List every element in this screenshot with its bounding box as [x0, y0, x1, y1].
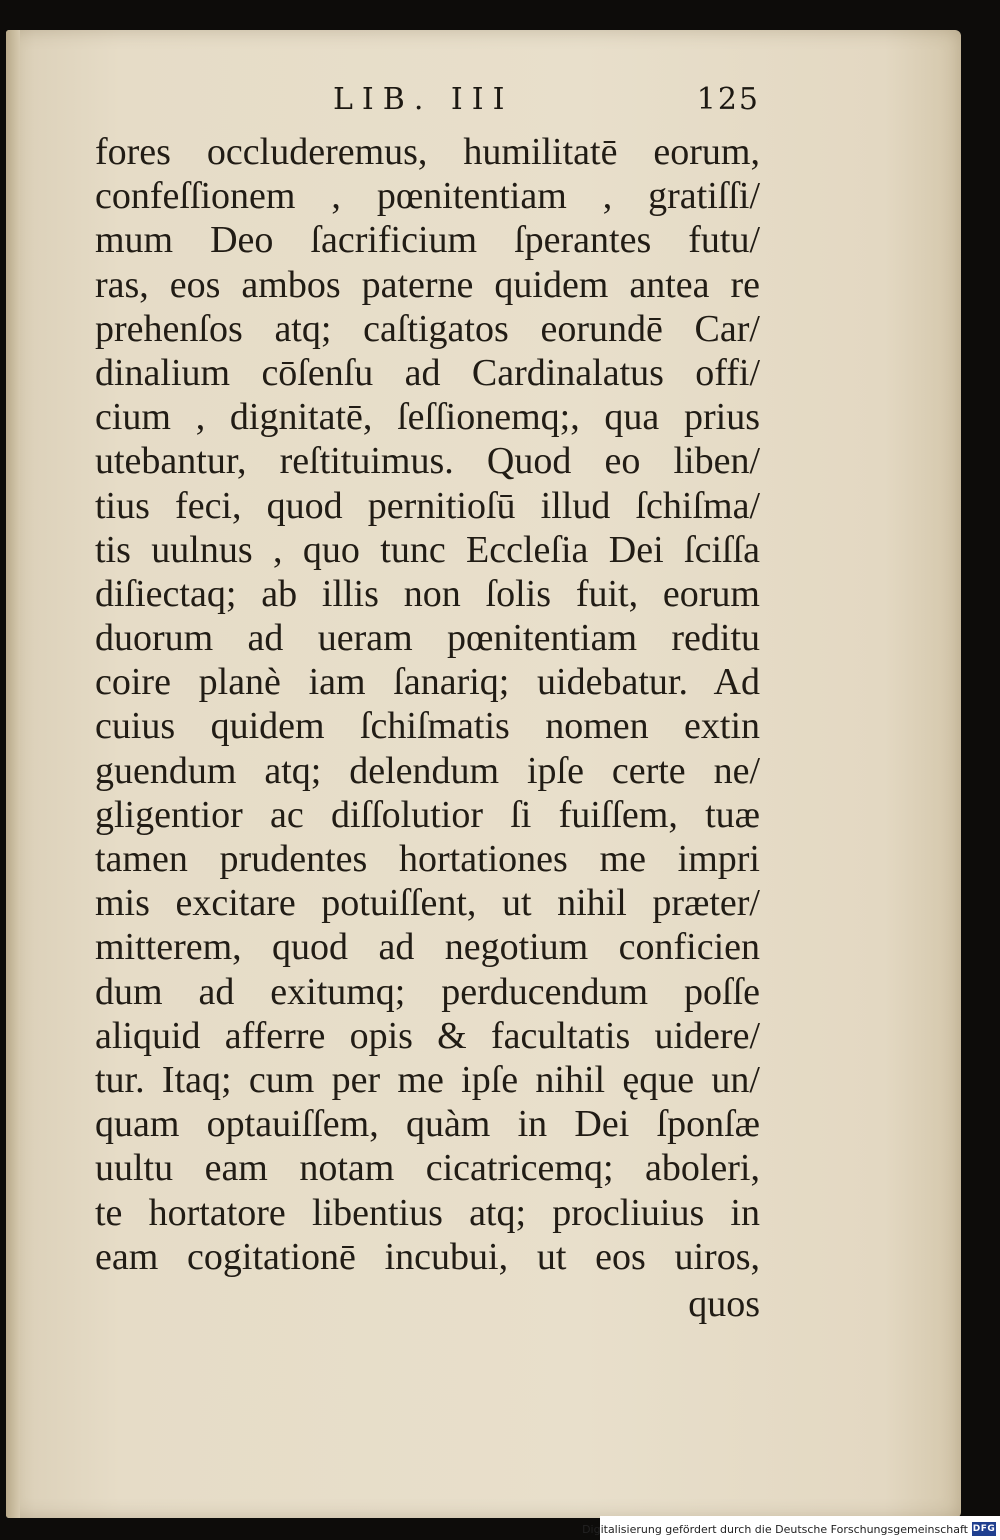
text-line: tis uulnus , quo tunc Eccleſia Dei ſciſſa — [95, 528, 760, 571]
text-line: tamen prudentes hortationes me impri — [95, 838, 760, 880]
text-line: ras, eos ambos paterne quidem antea re — [95, 263, 760, 306]
dfg-logo-icon: DFG — [972, 1524, 996, 1534]
text-line: confeſſionem , pœnitentiam , gratiſſi/ — [95, 175, 760, 218]
text-line: aliquid afferre opis & facultatis uidere/ — [95, 1014, 760, 1057]
text-line: dum ad exitumq; perducendum poſſe — [95, 970, 760, 1013]
running-title: LIB. III — [333, 82, 514, 117]
text-line: mum Deo ſacrificium ſperantes futu/ — [95, 219, 760, 262]
text-line: cuius quidem ſchiſmatis nomen extin — [95, 705, 760, 748]
text-line: fores occluderemus, humilitatē eorum, — [95, 131, 760, 173]
text-line: duorum ad ueram pœnitentiam reditu — [95, 617, 760, 660]
footer-bar — [582, 1516, 1000, 1540]
text-line: utebantur, reſtituimus. Quod eo liben/ — [95, 440, 760, 483]
funding-credit: Digitalisierung gefördert durch die Deutsche Forschungsgemeinschaft — [582, 1523, 968, 1536]
text-line: mitterem, quod ad negotium conficien — [95, 926, 760, 969]
text-line: tius feci, quod pernitioſū illud ſchiſma/ — [95, 484, 760, 527]
text-line: eam cogitationē incubui, ut eos uiros, — [95, 1235, 760, 1278]
text-line: guendum atq; delendum ipſe certe ne/ — [95, 749, 760, 792]
text-line: uultu eam notam cicatricemq; aboleri, — [95, 1147, 760, 1190]
text-line: gligentior ac diſſolutior ſi fuiſſem, tuæ — [95, 793, 760, 836]
page-edge — [6, 30, 20, 1518]
text-line: dinalium cōſenſu ad Cardinalatus offi/ — [95, 351, 760, 394]
running-head — [95, 82, 760, 122]
text-line: mis excitare potuiſſent, ut nihil præter/ — [95, 882, 760, 925]
text-line: diſiectaq; ab illis non ſolis fuit, eorum — [95, 572, 760, 615]
catchword: quos — [688, 1283, 760, 1325]
text-line: te hortatore libentius atq; procliuius in — [95, 1191, 760, 1234]
text-line: quam optauiſſem, quàm in Dei ſponſæ — [95, 1103, 760, 1146]
page-number: 125 — [696, 82, 760, 117]
text-line: tur. Itaq; cum per me ipſe nihil ęque un/ — [95, 1058, 760, 1101]
body-text — [95, 130, 760, 1279]
text-line: cium , dignitatē, ſeſſionemq;, qua prius — [95, 396, 760, 439]
text-line: coire planè iam ſanariq; uidebatur. Ad — [95, 661, 760, 704]
text-line: prehenſos atq; caſtigatos eorundē Car/ — [95, 307, 760, 350]
